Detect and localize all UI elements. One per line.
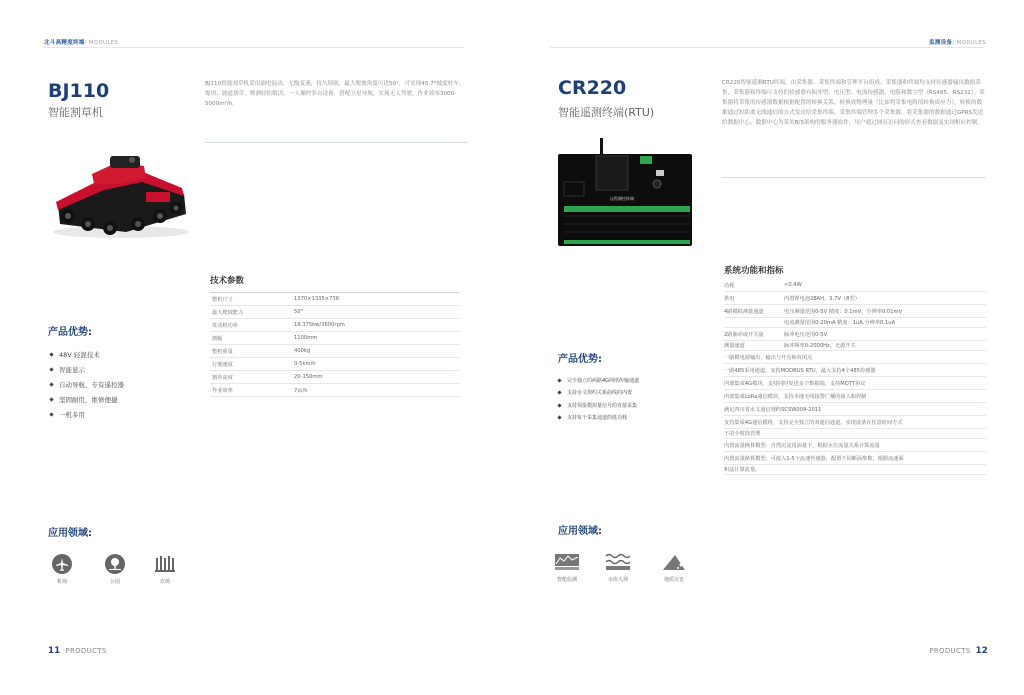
app-label: 机场 [56,579,67,585]
park-icon [105,554,125,574]
header-rule [550,47,984,48]
app-landslide [652,552,696,583]
feature-value: 内部集成LoRa通信模块，支持本地无线接警广播的接入和控制 [724,393,867,400]
airport-icon [52,554,72,574]
page-number: 12 [975,646,988,656]
advantage-item [50,407,124,422]
page-footer [48,646,107,656]
feature-value: 内置锂电池28AH，3.7V（8型） [784,295,860,302]
feature-row [724,439,986,452]
section-tag [44,38,118,46]
feature-row [724,377,986,390]
feature-value: 脉冲电压范围0-5V [784,331,828,338]
app-farm [143,554,187,585]
advantage-text: 48V 轻混技术 [59,351,100,359]
feature-row [724,465,986,475]
spec-key: 最大爬坡能力 [212,309,244,316]
feature-value: 一路模电源输出，输出与开点和双闭点 [724,354,813,361]
applications-title: 应用领域: [558,526,602,537]
applications-title: 应用领域: [48,528,92,539]
bullet-icon [49,352,53,356]
advantage-text: 支持水文规约关系曲线的内置 [567,390,633,397]
section-en: / MODULES [952,40,986,46]
feature-key: 测量通道 [724,343,745,349]
spec-row [210,384,460,397]
spec-row [210,293,460,306]
bullet-icon [557,391,561,395]
advantage-text: 支持每个采集通道的低功耗 [567,415,628,422]
feature-value: 一路485采用通道，支持MODBUS RTU，最大支持4个485传感器 [724,367,876,374]
spec-row [210,306,460,319]
spec-value: 18.375kw/3600rpm [294,322,345,328]
footer-word: PRODUCTS [929,647,971,655]
app-airport [40,554,84,585]
feature-value: 电压测量范围0-5V 精度：0.1mV，分辨率0.01mV [784,308,903,315]
advantages-title: 产品优势: [558,354,602,365]
advantage-text: 自动导航、专有遥控器 [59,381,124,389]
mower-image [46,144,192,240]
advantage-item [558,412,639,425]
app-dam [596,552,640,583]
section-name: 北斗高精度终端 [44,40,85,46]
spec-row [210,371,460,384]
spec-key: 发动机功率 [212,322,238,329]
advantage-text: 智能显示 [59,366,85,374]
spec-row [210,358,460,371]
advantage-item [558,399,639,412]
spec-table [210,292,460,397]
app-label: 地质灾害 [663,577,684,583]
app-label: 公园 [109,579,120,585]
spec-title: 技术参数 [210,276,245,286]
spec-row [210,319,460,332]
section-name: 监测设备 [929,40,953,46]
bullet-icon [49,397,53,401]
feature-row [724,328,986,341]
advantage-text: 坚固耐用，维修便捷 [59,396,118,404]
feature-row [724,403,986,416]
model-title: CR220 [558,77,627,99]
feature-value: 支持集成4G通信模组，支持完全独立的双通信通道，实现设备在任意时间方式 [724,419,903,426]
bullet-icon [49,367,53,371]
farm-icon [154,554,176,574]
feature-key: 供电 [724,295,735,302]
description-rule [205,142,468,143]
dam-icon [605,552,631,572]
feature-value: 内置流量换算模型：自然沉淀用油量下，根据水位流量关系计算流量 [724,442,880,449]
feature-row [724,305,986,318]
description-rule [722,177,986,178]
feature-value: 积法计算流量。 [724,467,761,473]
advantage-text: 一机多用 [59,411,85,419]
rtu-device-image [554,134,696,248]
feature-value: 内部集成4G模块，支持同时发送多个数据端，支持MQTT协议 [724,380,866,387]
advantages-list [50,347,124,422]
feature-value: <0.4W [784,282,802,288]
feature-key: 功耗 [724,282,735,289]
app-label: 农场 [159,579,170,585]
advantage-item [50,347,124,362]
model-subtitle: 智能遥测终端(RTU) [558,106,655,119]
spec-value: 50° [294,309,304,315]
feature-row [724,279,986,292]
feature-row [724,452,986,465]
feature-row [724,429,986,439]
feature-row [724,416,986,429]
feature-row [724,318,986,328]
monitor-icon [554,552,580,572]
feature-key: 2路脉冲或开关量 [724,331,764,338]
bullet-icon [49,412,53,416]
features-table [724,279,986,475]
spec-key: 割草高度 [212,374,233,381]
advantage-item [50,392,124,407]
spec-value: 1370×1335×736 [294,296,339,302]
spec-row [210,345,460,358]
feature-key: 4路模拟测量通道 [724,308,764,315]
features-title: 系统功能和指标 [724,266,784,276]
spec-key: 整机重量 [212,348,233,355]
spec-key: 割幅 [212,335,223,342]
feature-value: 电流测量范围0-20mA 精度：1uA,分辨率0.1uA [784,320,896,326]
advantage-item [50,377,124,392]
bullet-icon [557,416,561,420]
spec-row [210,332,460,345]
advantage-item [558,387,639,400]
page-number: 11 [48,646,61,656]
advantage-text: 完全独立的两路4G网络传输通道 [567,377,640,384]
spec-value: 20-150mm [294,374,323,380]
feature-row [724,341,986,351]
app-label: 水库大坝 [607,577,628,583]
section-en: / MODULES [84,40,119,46]
advantage-item [50,362,124,377]
advantage-text: 支持预报模拟量信号的直接采集 [567,402,638,409]
product-description: CR220智能遥测RTU终端，由采集器、采集终端和管理平台组成。采集器和终端均支持传感器输出数据采集，采集器和终端可支持的传感器有振冲型、电压型、电流传感器、电阻和数字型（RS485、RS232）。采集器将采集的传感器数据根据配置的转换关系，转换成物理量（比如将采集电阻值转换成应力），转换的数据通过短距离无线通信的方式发送给采集终端。采集终端管理多个采集器，将采集器的数据通过GPRS发送给数据中心。数据中心为采用B/S架构的服务器软件，用户通过网页访问的形式查看数据及实现相应控制。 [722,80,985,126]
feature-value: 满足四川省水文通信规约SCSW009-2011 [724,406,822,413]
advantages-title: 产品优势: [48,327,92,338]
page-footer [929,646,988,656]
advantage-item [558,374,639,387]
spec-key: 行驶速度 [212,361,233,368]
landslide-icon [661,552,687,572]
feature-row [724,292,986,305]
spec-value: 1100mm [294,335,318,341]
right-page [512,0,1024,695]
footer-word: PRODUCTS [65,647,107,655]
model-title: BJ110 [48,80,110,102]
feature-row [724,390,986,403]
product-description: BJ110智能割草机采用油电混动，无级变速，持久续航。最大爬坡角度可达50°，可实现45.7°坡度驻车，堤坝、坡道割草，喷洒轻松解决。一人操控多台设备，搭配卫星导航，实现无人驾驶，作业效率3000-5000m²/h。 [205,81,465,107]
section-tag [929,38,986,46]
device-label: 远程测控终端 [610,196,634,201]
spec-key: 整机尺寸 [212,296,233,303]
bullet-icon [557,403,561,407]
bullet-icon [49,382,53,386]
feature-row [724,364,986,377]
app-label: 智能监测 [556,577,577,583]
model-subtitle: 智能割草机 [48,106,103,119]
spec-key: 作业效率 [212,387,233,394]
feature-value: 内置流量换算模型：可接入1-5个流速传感器，配置不同断面参数，根据流速面 [724,455,904,462]
spec-value: 7亩/h [294,387,308,394]
header-rule [44,47,464,48]
feature-value: 下的全时段管理 [724,431,761,437]
advantages-list [558,374,639,424]
app-park [93,554,137,585]
bullet-icon [557,378,561,382]
feature-value: 脉冲频率0-2000Hz，无源开关 [784,343,856,349]
spec-value: 0-5km/h [294,361,316,367]
app-monitor [545,552,589,583]
feature-row [724,351,986,364]
spec-value: 400kg [294,348,311,354]
